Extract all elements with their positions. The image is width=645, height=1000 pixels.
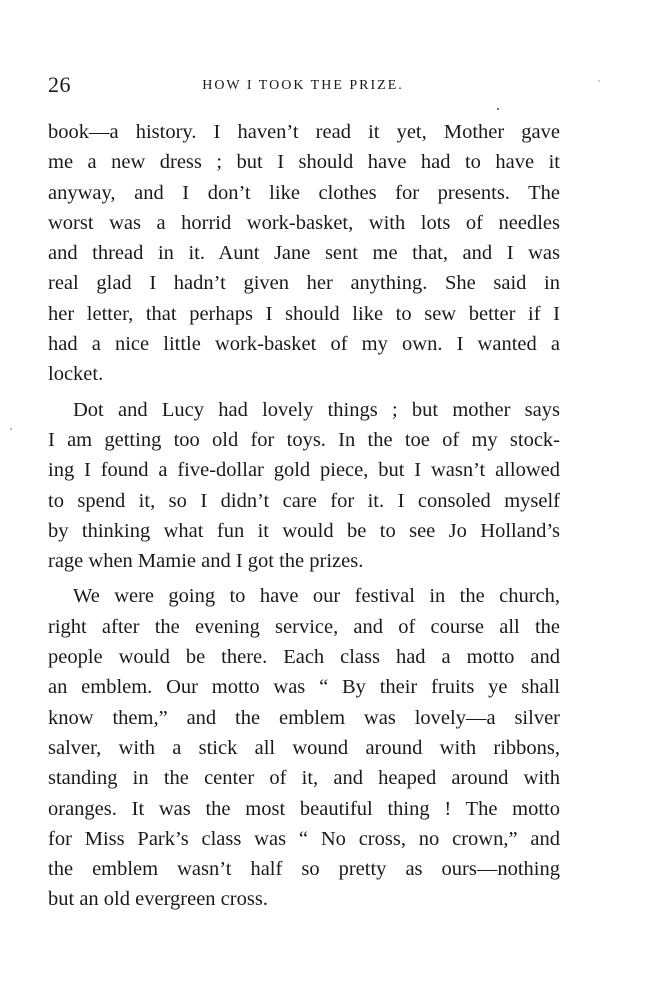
text-line: by thinking what fun it would be to see Jo Holland’s <box>48 519 560 542</box>
text-line: for Miss Park’s class was “ No cross, no crown,” and <box>48 827 560 850</box>
text-line: We were going to have our festival in the church, <box>73 585 560 608</box>
text-line: locket. <box>48 363 104 386</box>
page-number: 26 <box>48 72 71 97</box>
text-line: real glad I hadn’t given her anything. She said in <box>48 272 560 295</box>
text-line: and thread in it. Aunt Jane sent me that, and I was <box>48 242 560 265</box>
text-line: an emblem. Our motto was “ By their fruits ye shall <box>48 676 560 699</box>
text-line: right after the evening service, and of course all the <box>48 615 560 638</box>
text-line: had a nice little work-basket of my own. I wanted a <box>48 333 560 356</box>
text-line: but an old evergreen cross. <box>48 888 268 911</box>
running-head <box>48 72 558 102</box>
text-line: people would be there. Each class had a motto and <box>48 646 560 669</box>
text-line: oranges. It was the most beautiful thing ! The motto <box>48 797 560 820</box>
running-title: HOW I TOOK THE PRIZE. <box>202 78 404 93</box>
text-line: I am getting too old for toys. In the toe of my stock- <box>48 428 560 451</box>
text-line: salver, with a stick all wound around with ribbons, <box>48 736 560 759</box>
text-line: book—a history. I haven’t read it yet, Mother gave <box>48 121 560 143</box>
text-line: to spend it, so I didn’t care for it. I consoled myself <box>48 489 560 512</box>
text-line: worst was a horrid work-basket, with lots of needles <box>48 211 560 234</box>
paragraph-3 <box>48 581 560 914</box>
text-line: standing in the center of it, and heaped around with <box>48 767 560 790</box>
text-line: Dot and Lucy had lovely things ; but mother says <box>73 398 560 421</box>
body-text <box>48 117 560 915</box>
text-line: ing I found a five-dollar gold piece, but I wasn’t allowed <box>48 459 560 482</box>
text-line: anyway, and I don’t like clothes for presents. The <box>48 181 560 204</box>
text-line: me a new dress ; but I should have had to have it <box>48 151 560 174</box>
text-line: know them,” and the emblem was lovely—a silver <box>48 706 560 729</box>
text-line: the emblem wasn’t half so pretty as ours—nothing <box>48 858 560 881</box>
print-speck <box>10 428 12 430</box>
paragraph-1 <box>48 117 560 390</box>
text-line: her letter, that perhaps I should like to sew better if I <box>48 302 560 325</box>
paragraph-2 <box>48 395 560 577</box>
print-speck <box>598 80 600 82</box>
print-speck <box>497 108 499 110</box>
text-line: rage when Mamie and I got the prizes. <box>48 550 364 573</box>
